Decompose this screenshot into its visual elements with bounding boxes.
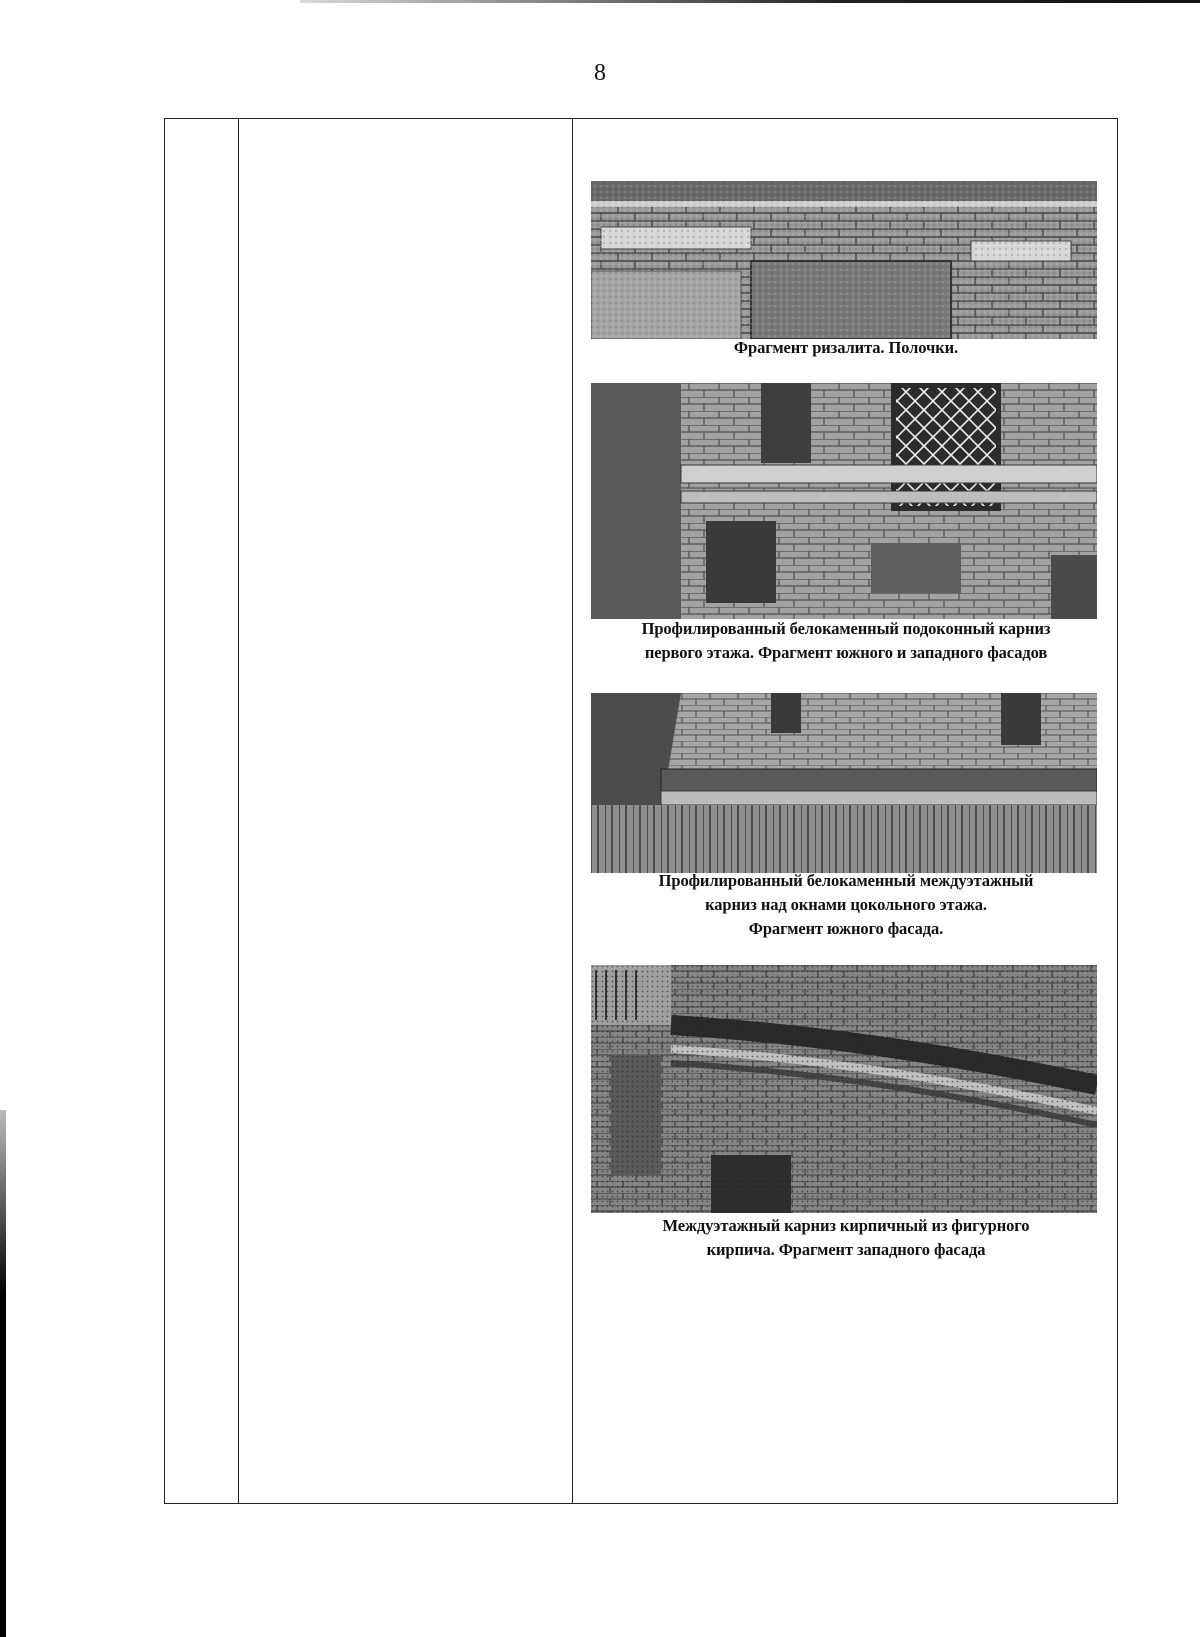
caption-line: Междуэтажный карниз кирпичный из фигурного: [662, 1216, 1030, 1235]
photo-risalit-shelves: [591, 181, 1097, 339]
caption-line: Фрагмент южного фасада.: [748, 919, 944, 938]
scan-left-edge: [0, 1110, 6, 1637]
caption-line: первого этажа. Фрагмент южного и западного фасадов: [644, 643, 1048, 662]
photo-caption: [573, 617, 1119, 665]
photo-caption: [573, 1214, 1119, 1262]
photo-interfloor-cornice: [591, 693, 1097, 873]
scan-top-rule: [300, 0, 1200, 3]
photo-sill-cornice: [591, 383, 1097, 619]
photo-caption: [573, 336, 1119, 360]
column-divider: [238, 119, 239, 1503]
caption-line: кирпича. Фрагмент западного фасада: [706, 1240, 986, 1259]
caption-line: Профилированный белокаменный подоконный карниз: [641, 619, 1051, 638]
caption-line: карниз над окнами цокольного этажа.: [705, 895, 987, 914]
column-divider: [572, 119, 573, 1503]
document-table: [164, 118, 1118, 1504]
page-number: 8: [594, 60, 606, 86]
caption-line: Профилированный белокаменный междуэтажный: [658, 871, 1034, 890]
photo-caption: [573, 869, 1119, 941]
photo-brick-cornice: [591, 965, 1097, 1213]
caption-line: Фрагмент ризалита. Полочки.: [733, 338, 959, 357]
